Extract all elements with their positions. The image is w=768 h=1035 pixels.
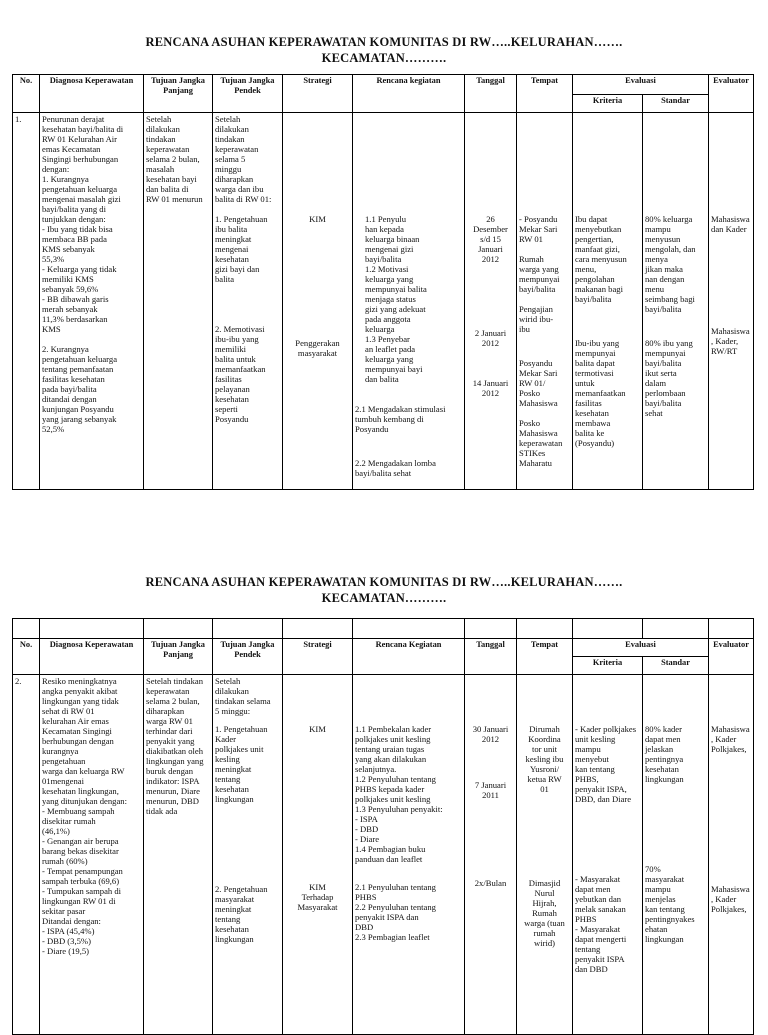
header-tanggal: Tanggal bbox=[465, 639, 517, 675]
table-row bbox=[13, 675, 754, 1035]
rencana-2: 2.1 Mengadakan stimulasi tumbuh kembang di Posyandu bbox=[355, 404, 446, 434]
tempat-1: Dirumah Koordina tor unit kesling ibu Yusroni/ ketua RW 01 bbox=[525, 724, 564, 794]
evaluator-2: Mahasiswa , Kader, RW/RT bbox=[711, 326, 750, 356]
cell-no: 2. bbox=[13, 675, 40, 1035]
document-title-1 bbox=[0, 34, 768, 66]
tanggal-2: 7 Januari 2011 bbox=[474, 780, 507, 800]
cell-rencana bbox=[353, 113, 465, 490]
cell-kriteria bbox=[573, 675, 643, 1035]
rencana-3: 2.2 Mengadakan lomba bayi/balita sehat bbox=[355, 458, 436, 478]
tjpd-2: 2. Pengetahuan masyarakat meningkat tentang kesehatan lingkungan bbox=[215, 884, 268, 944]
diagnosa-2: 2. Kurangnya pengetahuan keluarga tentang pemanfaatan fasilitas kesehatan pada bayi/balita ditandai dengan kunjungan Posyandu yang jarang sebanyak 52,5% bbox=[42, 344, 118, 434]
strategi-2: Penggerakan masyarakat bbox=[295, 338, 340, 358]
header-tempat: Tempat bbox=[517, 639, 573, 675]
header-row bbox=[13, 639, 754, 657]
header-standar: Standar bbox=[643, 95, 709, 113]
cell-tujuan-jangka-pendek bbox=[213, 675, 283, 1035]
cell-evaluator bbox=[709, 675, 754, 1035]
header-evaluator: Evaluator bbox=[709, 75, 754, 113]
kriteria-2: - Masyarakat dapat men yebutkan dan melak sanakan PHBS - Masyarakat dapat mengerti tentang penyakit ISPA dan DBD bbox=[575, 874, 627, 974]
cell-strategi bbox=[283, 113, 353, 490]
kriteria-2: Ibu-ibu yang mempunyai balita dapat termotivasi untuk memanfaatkan fasilitas kesehatan membawa balita ke (Posyandu) bbox=[575, 338, 626, 448]
care-plan-table-1 bbox=[12, 74, 754, 490]
header-kriteria: Kriteria bbox=[573, 95, 643, 113]
header-tujuan-jangka-pendek: Tujuan Jangka Pendek bbox=[213, 75, 283, 113]
header-rencana: Rencana Kegiatan bbox=[353, 639, 465, 675]
header-no: No. bbox=[13, 75, 40, 113]
title-line-2: KECAMATAN………. bbox=[321, 591, 447, 605]
blank-top-row bbox=[13, 619, 754, 639]
tanggal-1: 30 Januari 2012 bbox=[472, 724, 509, 744]
cell-strategi bbox=[283, 675, 353, 1035]
evaluator-2: Mahasiswa , Kader Polkjakes, bbox=[711, 884, 750, 914]
standar-1: 80% keluarga mampu menyusun mengolah, dan menya jikan maka nan dengan menu seimbang bagi bayi/balita bbox=[645, 214, 696, 314]
tempat-1: - Posyandu Mekar Sari RW 01 Rumah warga yang mempunyai bayi/balita Pengajian wirid ibu- ibu bbox=[519, 214, 560, 334]
strategi-1: KIM bbox=[309, 724, 326, 734]
evaluator-1: Mahasiswa dan Kader bbox=[711, 214, 750, 234]
cell-standar bbox=[643, 675, 709, 1035]
header-tujuan-jangka-pendek: Tujuan Jangka Pendek bbox=[213, 639, 283, 675]
tanggal-3: 14 Januari 2012 bbox=[472, 378, 509, 398]
cell-tujuan-jangka-panjang bbox=[144, 675, 213, 1035]
header-diagnosa: Diagnosa Keperawatan bbox=[40, 75, 144, 113]
tempat-2: Dimasjid Nurul Hijrah, Rumah warga (tuan rumah wirid) bbox=[524, 878, 565, 948]
cell-kriteria bbox=[573, 113, 643, 490]
standar-2: 70% masyarakat mampu menjelas kan tentang pentingnyakes ehatan lingkungan bbox=[645, 864, 695, 944]
cell-tempat bbox=[517, 113, 573, 490]
title-line-1: RENCANA ASUHAN KEPERAWATAN KOMUNITAS DI RW…..KELURAHAN……. bbox=[145, 35, 623, 49]
tanggal-2: 2 Januari 2012 bbox=[474, 328, 507, 348]
cell-standar bbox=[643, 113, 709, 490]
cell-diagnosa bbox=[40, 113, 144, 490]
tjp-text: Setelah tindakan keperawatan selama 2 bulan, diharapkan warga RW 01 terhindar dari penyakit yang diakibatkan oleh lingkungan yang buruk dengan indikator: ISPA menurun, Diare menurun, DBD tidak ada bbox=[146, 676, 204, 816]
care-plan-table-2 bbox=[12, 618, 754, 1035]
header-tanggal: Tanggal bbox=[465, 75, 517, 113]
header-rencana: Rencana kegiatan bbox=[353, 75, 465, 113]
tanggal-3: 2x/Bulan bbox=[474, 878, 507, 888]
header-strategi: Strategi bbox=[283, 639, 353, 675]
cell-tujuan-jangka-pendek bbox=[213, 113, 283, 490]
cell-no: 1. bbox=[13, 113, 40, 490]
document-title-2 bbox=[0, 574, 768, 606]
title-line-1: RENCANA ASUHAN KEPERAWATAN KOMUNITAS DI RW…..KELURAHAN……. bbox=[145, 575, 623, 589]
tjp-text: Setelah dilakukan tindakan keperawatan selama 2 bulan, masalah kesehatan bayi dan balita di RW 01 menurun bbox=[146, 114, 203, 204]
title-line-2: KECAMATAN………. bbox=[321, 51, 447, 65]
header-tempat: Tempat bbox=[517, 75, 573, 113]
tjpd-intro: Setelah dilakukan tindakan selama 5 minggu: bbox=[215, 676, 271, 716]
strategi-2: KIM Terhadap Masyarakat bbox=[297, 882, 338, 912]
header-evaluator: Evaluator bbox=[709, 639, 754, 675]
header-row bbox=[13, 75, 754, 95]
table-row bbox=[13, 113, 754, 490]
tjpd-2: 2. Memotivasi ibu-ibu yang memiliki balita untuk memanfaatkan fasilitas pelayanan kesehatan seperti Posyandu bbox=[215, 324, 266, 424]
standar-1: 80% kader dapat men jelaskan pentingnya kesehatan lingkungan bbox=[645, 724, 684, 784]
header-evaluasi: Evaluasi bbox=[573, 639, 709, 657]
header-tujuan-jangka-panjang: Tujuan Jangka Panjang bbox=[144, 75, 213, 113]
kriteria-1: Ibu dapat menyebutkan pengertian, manfaat gizi, cara menyusun menu, pengolahan makanan bagi bayi/balita bbox=[575, 214, 627, 304]
header-tujuan-jangka-panjang: Tujuan Jangka Panjang bbox=[144, 639, 213, 675]
tanggal-1: 26 Desember s/d 15 Januari 2012 bbox=[473, 214, 508, 264]
cell-evaluator bbox=[709, 113, 754, 490]
cell-rencana bbox=[353, 675, 465, 1035]
tjpd-intro: Setelah dilakukan tindakan keperawatan selama 5 minggu diharapkan warga dan ibu balita di RW 01: bbox=[215, 114, 272, 204]
rencana-1: 1.1 Pembekalan kader polkjakes unit kesling tentang uraian tugas yang akan dilakukan selanjutnya. 1.2 Penyuluhan tentang PHBS kepada kader polkjakes unit kesling 1.3 Penyuluhan penyakit: - ISPA - DBD - Diare 1.4 Pembagian buku panduan dan leaflet bbox=[355, 724, 443, 864]
tjpd-1: 1. Pengetahuan ibu balita meningkat mengenai kesehatan gizi bayi dan balita bbox=[215, 214, 268, 284]
kriteria-1: - Kader polkjakes unit kesling mampu menyebut kan tentang PHBS, penyakit ISPA, DBD, dan Diare bbox=[575, 724, 637, 804]
diagnosa-1: Resiko meningkatnya angka penyakit akibat lingkungan yang tidak sehat di RW 01 kelurahan Air emas Kecamatan Singingi berhubungan dengan kurangnya pengetahuan warga dan keluarga RW 01mengenai kesehatan lingkungan, yang ditunjukan dengan: - Membuang sampah disekitar rumah (46,1%) - Genangan air berupa barang bekas disekitar rumah (60%) - Tempat penampungan sampah terbuka (69,6) - Tumpukan sampah di lingkungan RW 01 di sekitar pasar Ditandai dengan: - ISPA (45,4%) - DBD (3,5%) - Diare (19,5) bbox=[42, 676, 127, 956]
header-evaluasi: Evaluasi bbox=[573, 75, 709, 95]
header-no: No. bbox=[13, 639, 40, 675]
tjpd-1: 1. Pengetahuan Kader polkjakes unit kesling meningkat tentang kesehatan lingkungan bbox=[215, 724, 268, 804]
strategi-1: KIM bbox=[309, 214, 326, 224]
standar-2: 80% ibu yang mempunyai bayi/balita ikut serta dalam perlombaan bayi/balita sehat bbox=[645, 338, 693, 418]
rencana-2: 2.1 Penyuluhan tentang PHBS 2.2 Penyuluhan tentang penyakit ISPA dan DBD 2.3 Pembagian leaflet bbox=[355, 882, 436, 942]
cell-tempat bbox=[517, 675, 573, 1035]
rencana-1: 1.1 Penyulu han kepada keluarga binaan mengenai gizi bayi/balita 1.2 Motivasi keluarga yang mempunyai balita menjaga status gizi yang adekuat pada anggota keluarga 1.3 Penyebar an leaflet pada keluarga yang mempunyai bayi dan balita bbox=[365, 214, 427, 384]
cell-tujuan-jangka-panjang bbox=[144, 113, 213, 490]
cell-diagnosa bbox=[40, 675, 144, 1035]
diagnosa-1: Penurunan derajat kesehatan bayi/balita di RW 01 Kelurahan Air emas Kecamatan Singingi berhubungan dengan: 1. Kurangnya pengetahuan keluarga mengenai masalah gizi bayi/balita yang di tunjukkan dengan: - Ibu yang tidak bisa membaca BB pada KMS sebanyak 55,3% - Keluarga yang tidak memiliki KMS sebanyak 59,6% - BB dibawah garis merah sebanyak 11,3% berdasarkan KMS bbox=[42, 114, 124, 334]
header-strategi: Strategi bbox=[283, 75, 353, 113]
header-diagnosa: Diagnosa Keperawatan bbox=[40, 639, 144, 675]
header-kriteria: Kriteria bbox=[573, 657, 643, 675]
tempat-2: Posyandu Mekar Sari RW 01/ Posko Mahasiswa Posko Mahasiswa keperawatan STIKes Maharatu bbox=[519, 358, 563, 468]
cell-tanggal bbox=[465, 113, 517, 490]
cell-tanggal bbox=[465, 675, 517, 1035]
header-standar: Standar bbox=[643, 657, 709, 675]
evaluator-1: Mahasiswa , Kader Polkjakes, bbox=[711, 724, 750, 754]
